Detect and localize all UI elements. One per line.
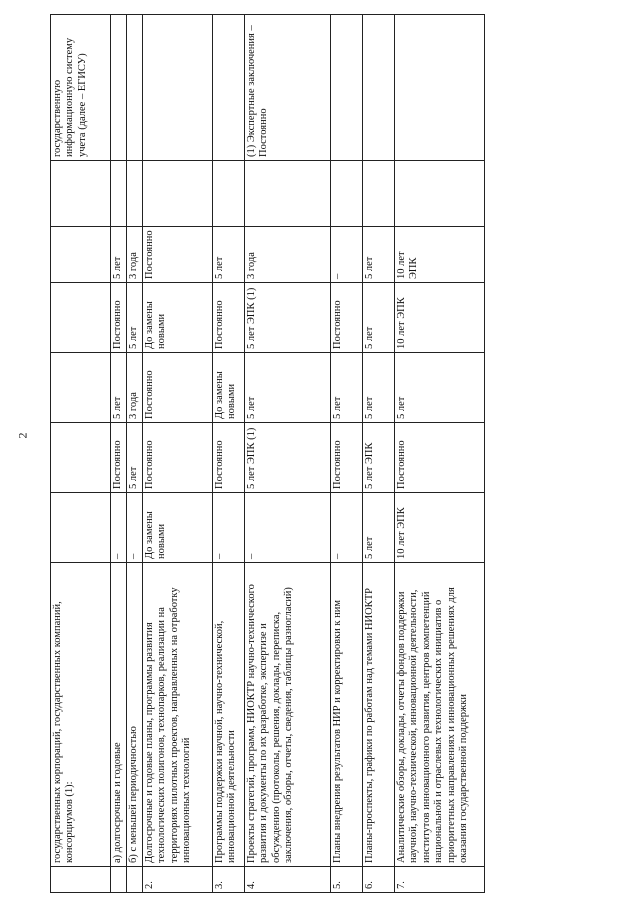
table-row (245, 15, 331, 893)
row-number: 4. (245, 867, 331, 893)
cell: Постоянно (111, 423, 127, 493)
cell: Постоянно (143, 227, 213, 283)
cell: – (331, 227, 363, 283)
document-name: б) с меньшей периодичностью (127, 563, 143, 867)
cell (395, 161, 485, 227)
cell (51, 227, 111, 283)
cell: – (213, 493, 245, 563)
note (395, 15, 485, 161)
cell: 3 года (127, 227, 143, 283)
document-name: государственных корпораций, государственных компаний, консорциумов (1): (51, 563, 111, 867)
cell: – (111, 493, 127, 563)
cell: 5 лет (111, 353, 127, 423)
cell (245, 161, 331, 227)
row-number (111, 867, 127, 893)
cell (143, 161, 213, 227)
document-name: Долгосрочные и годовые планы, программы развития технологических полигонов, технопарков, реализации на территориях пилотных проектов, направленных на отработку инновационных технологий (143, 563, 213, 867)
document-name: Аналитические обзоры, доклады, отчеты фондов поддержки научной, научно-технической, инновационной деятельности, институтов инновационного развития, центров компетенций национальной и отраслевых технологических инициатив о приоритетных направлениях и инновационных решениях для оказания государственной поддержки (395, 563, 485, 867)
cell: Постоянно (143, 353, 213, 423)
row-number: 2. (143, 867, 213, 893)
cell (51, 493, 111, 563)
cell: До замены новыми (143, 283, 213, 353)
note (363, 15, 395, 161)
table-row (331, 15, 363, 893)
note (127, 15, 143, 161)
cell: 3 года (127, 353, 143, 423)
cell: 5 лет (127, 423, 143, 493)
document-name: Программы поддержки научной, научно-технической, инновационной деятельности (213, 563, 245, 867)
cell: Постоянно (213, 283, 245, 353)
cell: 3 года (245, 227, 331, 283)
cell: Постоянно (143, 423, 213, 493)
retention-table (50, 14, 485, 893)
cell: – (127, 493, 143, 563)
cell: 5 лет (363, 227, 395, 283)
cell: Постоянно (395, 423, 485, 493)
cell: 5 лет (245, 353, 331, 423)
document-name: Планы-проспекты, графики по работам над темами НИОКТР (363, 563, 395, 867)
cell: Постоянно (331, 283, 363, 353)
cell: 5 лет ЭПК (1) (245, 283, 331, 353)
cell: До замены новыми (213, 353, 245, 423)
row-number (127, 867, 143, 893)
note: (1) Экспертные заключения – Постоянно (245, 15, 331, 161)
cell: – (245, 493, 331, 563)
cell: До замены новыми (143, 493, 213, 563)
cell: 5 лет (363, 353, 395, 423)
cell: 5 лет (363, 283, 395, 353)
cell (331, 161, 363, 227)
table-row (213, 15, 245, 893)
cell: 5 лет ЭПК (363, 423, 395, 493)
table-row (395, 15, 485, 893)
cell: 10 лет ЭПК (395, 283, 485, 353)
cell: Постоянно (213, 423, 245, 493)
page-number: 2 (15, 432, 30, 439)
cell: 10 лет ЭПК (395, 493, 485, 563)
table-row (363, 15, 395, 893)
row-number (51, 867, 111, 893)
document-name: Проекты стратегий, программ, НИОКТР научно-технического развития и документы по их разработке, экспертизе и обсуждению (протоколы, решения, доклады, переписка, заключения, обзоры, отчеты, сведения, таблицы разногласий) (245, 563, 331, 867)
cell (51, 353, 111, 423)
cell: 5 лет (395, 353, 485, 423)
note (143, 15, 213, 161)
row-number: 3. (213, 867, 245, 893)
cell (51, 283, 111, 353)
cell (51, 161, 111, 227)
cell: 5 лет (127, 283, 143, 353)
cell: Постоянно (331, 423, 363, 493)
note (111, 15, 127, 161)
table-row (51, 15, 111, 893)
cell: – (331, 493, 363, 563)
cell (51, 423, 111, 493)
row-number: 7. (395, 867, 485, 893)
rotated-table-wrapper (50, 15, 484, 893)
table-row (143, 15, 213, 893)
cell (363, 161, 395, 227)
note (331, 15, 363, 161)
cell (127, 161, 143, 227)
cell: 10 лет ЭПК (395, 227, 485, 283)
note: государственную информационную систему учета (далее – ЕГИСУ) (51, 15, 111, 161)
table-row (111, 15, 127, 893)
row-number: 6. (363, 867, 395, 893)
cell: 5 лет (363, 493, 395, 563)
row-number: 5. (331, 867, 363, 893)
note (213, 15, 245, 161)
cell (213, 161, 245, 227)
cell: 5 лет (331, 353, 363, 423)
document-name: а) долгосрочные и годовые (111, 563, 127, 867)
table-row (127, 15, 143, 893)
document-name: Планы внедрения результатов НИР и корректировки к ним (331, 563, 363, 867)
cell: 5 лет ЭПК (1) (245, 423, 331, 493)
cell (111, 161, 127, 227)
cell: 5 лет (111, 227, 127, 283)
cell: 5 лет (213, 227, 245, 283)
cell: Постоянно (111, 283, 127, 353)
